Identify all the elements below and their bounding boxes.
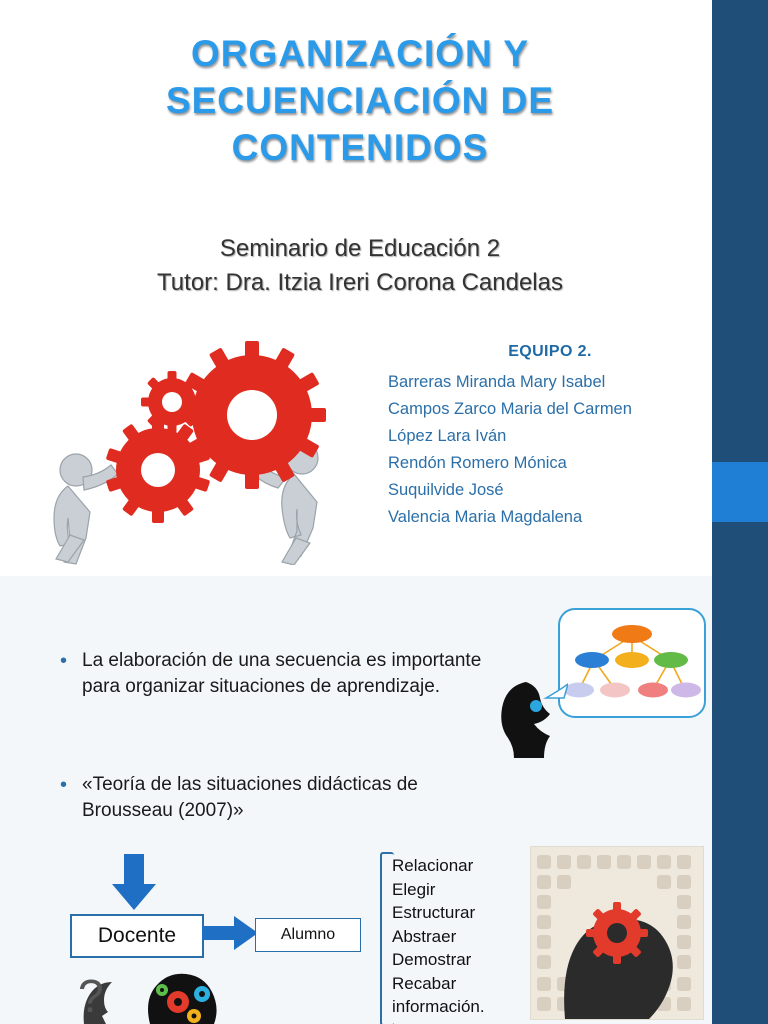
bullet-text: La elaboración de una secuencia es importante para organizar situaciones de aprendizaje. (82, 650, 482, 697)
action-item: Elegir (392, 879, 436, 899)
gears-with-figures-icon (30, 330, 360, 565)
action-item: información. (392, 997, 485, 1016)
team-member: Barreras Miranda Mary Isabel (388, 373, 606, 391)
svg-text:?: ? (78, 970, 104, 1022)
down-arrow-icon (110, 854, 158, 910)
team-member: López Lara Iván (388, 427, 507, 445)
team-member: Suquilvide José (388, 481, 504, 499)
team-member: Rendón Romero Mónica (388, 454, 567, 472)
slide-2-sidebar-decoration (712, 576, 768, 1024)
action-item: Demostrar (392, 950, 472, 969)
team-title: EQUIPO 2. (508, 343, 592, 360)
action-item: Abstraer (392, 926, 457, 946)
team-member: Campos Zarco Maria del Carmen (388, 400, 632, 418)
tutor-name: Tutor: Dra. Itzia Ireri Corona Candelas (157, 269, 563, 296)
slide-2 (0, 576, 768, 1024)
question-mark-head-icon (70, 968, 230, 1024)
action-item: Recabar (392, 973, 457, 993)
brain-with-icons-image (530, 846, 704, 1020)
bullet-text: «Teoría de las situaciones didácticas de Brousseau (2007)» (82, 774, 418, 821)
slide-1-title: ORGANIZACIÓN Y SECUENCIACIÓN DE CONTENIDOS (165, 33, 555, 168)
mind-map-diagram-icon (558, 608, 706, 718)
bullet-dot-icon: • (60, 650, 68, 672)
slide-1-subtitle (60, 232, 660, 300)
bullet-item (60, 648, 482, 700)
alumno-node: Alumno (255, 918, 361, 952)
right-arrow-icon (202, 916, 258, 950)
bullet-item (60, 772, 502, 824)
docente-node: Docente (70, 914, 204, 958)
actions-list (392, 854, 520, 1019)
team-member: Valencia Maria Magdalena (388, 508, 583, 526)
action-item: Estructurar (392, 903, 476, 922)
course-name: Seminario de Educación 2 (219, 235, 501, 262)
action-item: Relacionar (392, 856, 474, 875)
team-list (388, 338, 708, 531)
slide-1-sidebar-accent (712, 462, 768, 522)
thinking-head-icon (496, 676, 568, 758)
bullet-dot-icon: • (60, 774, 68, 796)
